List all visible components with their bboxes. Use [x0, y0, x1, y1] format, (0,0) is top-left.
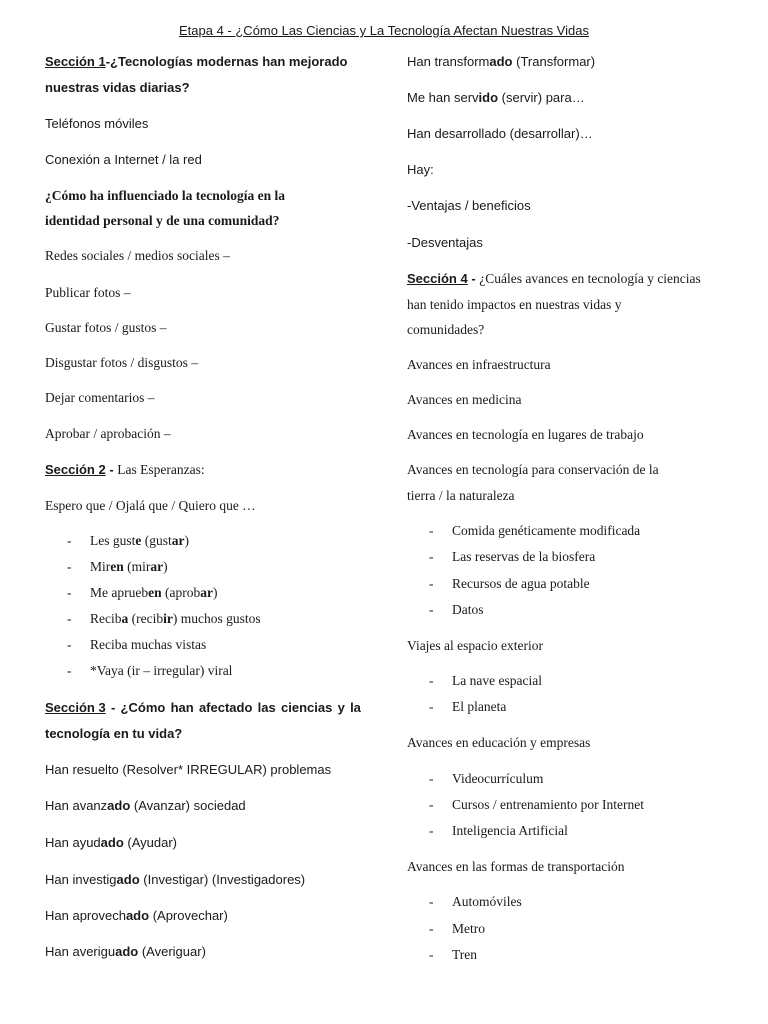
s1-item-3: Redes sociales / medios sociales –: [45, 248, 230, 263]
section-1-question: -¿Tecnologías modernas han mejorado: [105, 54, 348, 69]
s3-line-5: Han aprovechado (Aprovechar): [45, 908, 228, 923]
section-3-heading: Sección 3 - ¿Cómo han afectado las ciencias y la: [45, 700, 361, 715]
s2-intro: Espero que / Ojalá que / Quiero que …: [45, 498, 256, 513]
s3-line-6: Han averiguado (Averiguar): [45, 944, 206, 959]
r-line-2: Me han servido (servir) para…: [407, 90, 585, 105]
s3-line-2: Han avanzado (Avanzar) sociedad: [45, 798, 246, 813]
r-line-5: -Ventajas / beneficios: [407, 198, 531, 213]
s4-conservation: Avances en tecnología para conservación de la: [407, 462, 659, 477]
section-1-question-cont: nuestras vidas diarias?: [45, 80, 190, 95]
section-4-question: ¿Cuáles avances en tecnología y ciencias: [479, 271, 701, 286]
s1-question-2-cont: identidad personal y de una comunidad?: [45, 213, 280, 228]
page-title: Etapa 4 - ¿Cómo Las Ciencias y La Tecnología Afectan Nuestras Vidas: [179, 23, 589, 38]
section-1-label: Sección 1: [45, 54, 106, 69]
section-2-label: Sección 2: [45, 462, 106, 477]
s1-question-2: ¿Cómo ha influenciado la tecnología en la: [45, 188, 286, 203]
s3-line-4: Han investigado (Investigar) (Investigadores): [45, 872, 306, 887]
s4-item-2: Avances en medicina: [407, 392, 522, 407]
s1-item-2: Conexión a Internet / la red: [45, 152, 202, 167]
s4-education: Avances en educación y empresas: [407, 735, 591, 750]
section-4-question-cont: han tenido impactos en nuestras vidas y: [407, 297, 622, 312]
section-4-question-cont-2: comunidades?: [407, 322, 485, 337]
s4-conservation-cont: tierra / la naturaleza: [407, 488, 515, 503]
r-line-3: Han desarrollado (desarrollar)…: [407, 126, 593, 141]
section-4-heading: Sección 4 - ¿Cuáles avances en tecnología y ciencias: [407, 271, 701, 286]
s1-item-5: Gustar fotos / gustos –: [45, 320, 167, 335]
s1-item-4: Publicar fotos –: [45, 285, 131, 300]
section-2-heading: Sección 2 - Las Esperanzas:: [45, 462, 205, 477]
section-4-label: Sección 4: [407, 271, 468, 286]
section-2-title: Las Esperanzas:: [117, 462, 205, 477]
s4-space: Viajes al espacio exterior: [407, 638, 544, 653]
r-line-6: -Desventajas: [407, 235, 483, 250]
s4-transport: Avances en las formas de transportación: [407, 859, 625, 874]
s1-item-8: Aprobar / aprobación –: [45, 426, 171, 441]
s1-item-1: Teléfonos móviles: [45, 116, 149, 131]
r-line-1: Han transformado (Transformar): [407, 54, 596, 69]
s3-line-3: Han ayudado (Ayudar): [45, 835, 178, 850]
section-3-question-cont: tecnología en tu vida?: [45, 726, 183, 741]
s1-item-6: Disgustar fotos / disgustos –: [45, 355, 199, 370]
section-1-heading: [45, 54, 347, 70]
s4-item-3: Avances en tecnología en lugares de trabajo: [407, 427, 644, 442]
s4-item-1: Avances en infraestructura: [407, 357, 551, 372]
s3-line-1: Han resuelto (Resolver* IRREGULAR) problemas: [45, 762, 332, 777]
s1-item-7: Dejar comentarios –: [45, 390, 155, 405]
section-3-label: Sección 3: [45, 700, 106, 715]
r-line-4: Hay:: [407, 162, 434, 177]
